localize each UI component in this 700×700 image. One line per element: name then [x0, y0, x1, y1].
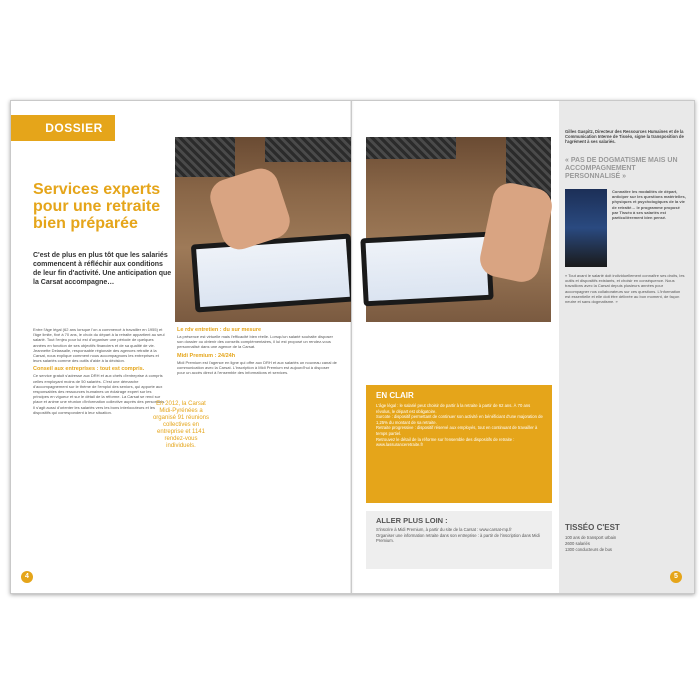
- aller-plus-loin-box: [366, 511, 552, 569]
- tablet-photo-left: [175, 137, 351, 322]
- body-text: La présence est virtuelle mais l'efficacité bien réelle. Lorsqu'un salarié souhaite disposer son dossier ou obtenir des conseils complémentaires, il lui est proposé un rendez-vous personnalisé dans une agence de la Carsat.: [177, 334, 333, 350]
- left-page: [11, 101, 352, 593]
- list-item: 2600 salariés: [565, 541, 590, 546]
- tablet-screen: [196, 239, 350, 307]
- right-page: [352, 101, 694, 593]
- headline: Services experts pour une retraite bien préparée: [33, 181, 161, 232]
- list-item: Retraite progressive : dispositif réservé aux employés, tout en continuant de travailler à temps partiel.: [376, 425, 538, 436]
- article-column-2: [177, 327, 337, 375]
- list-item: Organiser une information retraite dans son entreprise : à partir de l'inscription dans Midi Premium.: [376, 532, 540, 544]
- hand-graphic: [477, 180, 555, 285]
- subheading: Le rdv entretien : du sur mesure: [177, 327, 262, 333]
- subheading: Midi Premium : 24/24h: [177, 352, 236, 359]
- page-number: 5: [670, 571, 682, 583]
- body-text: Entre l'âge légal (62 ans lorsque l'on a commencé à travailler en 1955) et l'âge limite, fixé à 70 ans, le choix du départ à la retraite appartient au seul salarié. Tout l'enjeu pour lui est d'organiser une période de quelques années en fonction de ses objectifs financiers et de sa qualité de vie. Jeannette Delassalle, responsable régionale des agences retraite à la Carsat, nous explique comment nous accompagnons les entreprises et leurs salariés comme des outils d'aide à la décision.: [33, 327, 165, 364]
- list-item: S'inscrire à Midi Premium, à partir du site de la Carsat : www.carsat-mp.fr: [376, 527, 512, 532]
- tablet-screen: [366, 237, 489, 301]
- sidebar-body: « Tout avant le salarié doit individuellement connaître ses droits, les outils et dispositifs existants, et choisir en conséquence. Nous travaillons avec la Carsat depuis plusieurs années pour accompagner nos collaborateurs sur ces questions. L'information est essentielle et elle doit être délivrée au bon moment, de façon neutre et sans dogmatisme. »: [565, 273, 685, 305]
- en-clair-box: [366, 385, 552, 503]
- page-number: 4: [21, 571, 33, 583]
- sidebar-intro: Gilles Gaspitz, Directeur des Ressources Humaines et de la Communication Interne de Tisséo, signe la transposition de l'agrément à ses salariés.: [565, 129, 684, 145]
- list-item: Surcote : dispositif permettant de continuer son activité en bénéficiant d'une majoration de 1,25% du montant de sa retraite.: [376, 414, 543, 425]
- aller-plus-loin-list: [376, 527, 544, 544]
- tablet-graphic: [360, 232, 493, 307]
- body-text: Ce service gratuit s'adresse aux DRH et aux chefs d'entreprise à compris celles employant moins de 50 salariés. C'est une démarche d'accompagnement sur le thème de l'emploi des seniors, qui apporte aux responsables des ressources humaines un éclairage expert sur les principes en vigueur et sur le détail de la réforme. La Carsat se rend sur place et anime une réunion d'information collective auprès des personnels. Il s'agit aussi d'orienter les salariés vers les bons interlocuteurs et les dispositifs qui correspondent à leur situation.: [33, 373, 166, 415]
- article-column-1: [33, 327, 167, 415]
- sleeve-graphic: [175, 137, 235, 177]
- list-item: 100 ans de transport urbain: [565, 535, 617, 540]
- list-item: 1300 conducteurs de bus: [565, 547, 613, 552]
- portrait-photo: [565, 189, 607, 267]
- list-item: L'âge légal : le salarié peut choisir de partir à la retraite à partir de 62 ans. À 70 ans révolus, le départ est obligatoire.: [376, 403, 531, 414]
- tablet-photo-right: [366, 137, 551, 322]
- sidebar-headline: « PAS DE DOGMATISME MAIS UN ACCOMPAGNEMENT PERSONNALISÉ »: [565, 157, 678, 180]
- section-tag-bar: [11, 115, 33, 141]
- aller-plus-loin-title: ALLER PLUS LOIN :: [376, 516, 448, 525]
- en-clair-list: [376, 403, 544, 448]
- sleeve-graphic: [265, 137, 351, 162]
- body-text: Midi Premium est l'agence en ligne qui offre aux DRH et aux salariés un nouveau canal de communication avec la Carsat. L'inscription à Midi Premium est aujourd'hui à disposer pour un accès direct à l'ensemble des informations et services.: [177, 359, 337, 376]
- tisseo-title: TISSÉO C'EST: [565, 523, 620, 532]
- section-tag: DOSSIER: [33, 115, 115, 141]
- tablet-graphic: [191, 234, 352, 313]
- sidebar-caption: Connaître les modalités de départ, anticiper sur les questions matérielles, physiques et psychologiques de la vie de retraité… le programme proposé par Tisséo à ses salariés est particulièrement bien pensé.: [612, 189, 686, 221]
- lede: C'est de plus en plus tôt que les salariés commencent à réfléchir aux conditions de leur fin d'activité. Une anticipation que la Carsat accompagne…: [33, 252, 172, 286]
- sleeve-graphic: [366, 137, 456, 159]
- en-clair-title: EN CLAIR: [376, 391, 414, 400]
- subheading: Conseil aux entreprises : tout est compris.: [33, 366, 145, 373]
- tisseo-facts: [565, 535, 680, 553]
- magazine-spread: [10, 100, 695, 594]
- pull-quote: En 2012, la Carsat Midi-Pyrénées a organisé 91 réunions collectives en entreprise et 1141 rendez-vous individuels.: [152, 401, 210, 449]
- list-item: Retrouvez le détail de la réforme sur l'ensemble des dispositifs de retraite : www.lassuranceretraite.fr: [376, 436, 515, 448]
